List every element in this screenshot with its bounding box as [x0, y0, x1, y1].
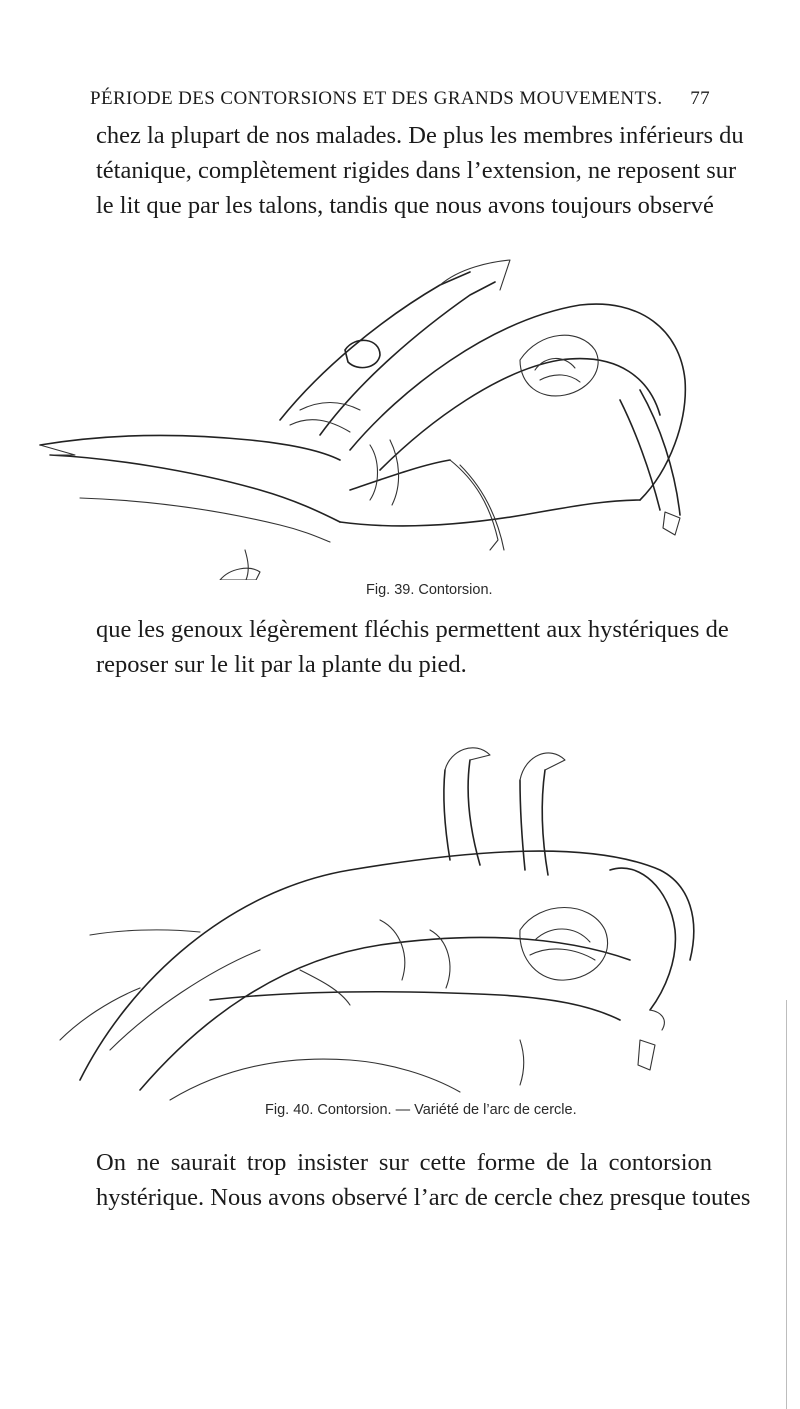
- figure-40-illustration: [50, 720, 710, 1110]
- text-line: hystérique. Nous avons observé l’arc de cercle chez presque toutes: [96, 1184, 751, 1211]
- figure-39-caption: Fig. 39. Contorsion.: [366, 582, 493, 598]
- running-title: PÉRIODE DES CONTORSIONS ET DES GRANDS MOUVEMENTS.: [90, 88, 663, 109]
- text-line: tétanique, complètement rigides dans l’extension, ne reposent sur: [96, 157, 737, 184]
- contorsion-drawing-40: [50, 720, 710, 1110]
- figure-39-illustration: [20, 250, 720, 580]
- paragraph-3: [96, 1145, 751, 1215]
- text-line: le lit que par les talons, tandis que nous avons toujours observé: [96, 192, 714, 219]
- paragraph-2: [96, 612, 729, 682]
- running-head: [90, 88, 710, 110]
- text-line: chez la plupart de nos malades. De plus les membres inférieurs du: [96, 122, 744, 149]
- page-number: 77: [690, 88, 710, 109]
- contorsion-drawing-39: [20, 250, 720, 580]
- page-edge-divider: [786, 1000, 787, 1409]
- text-line: que les genoux légèrement fléchis permettent aux hystériques de: [96, 616, 729, 643]
- paragraph-1: [96, 118, 744, 223]
- figure-40-caption: Fig. 40. Contorsion. — Variété de l’arc de cercle.: [265, 1102, 577, 1118]
- text-line: On ne saurait trop insister sur cette forme de la contorsion: [96, 1149, 712, 1176]
- text-line: reposer sur le lit par la plante du pied.: [96, 651, 467, 678]
